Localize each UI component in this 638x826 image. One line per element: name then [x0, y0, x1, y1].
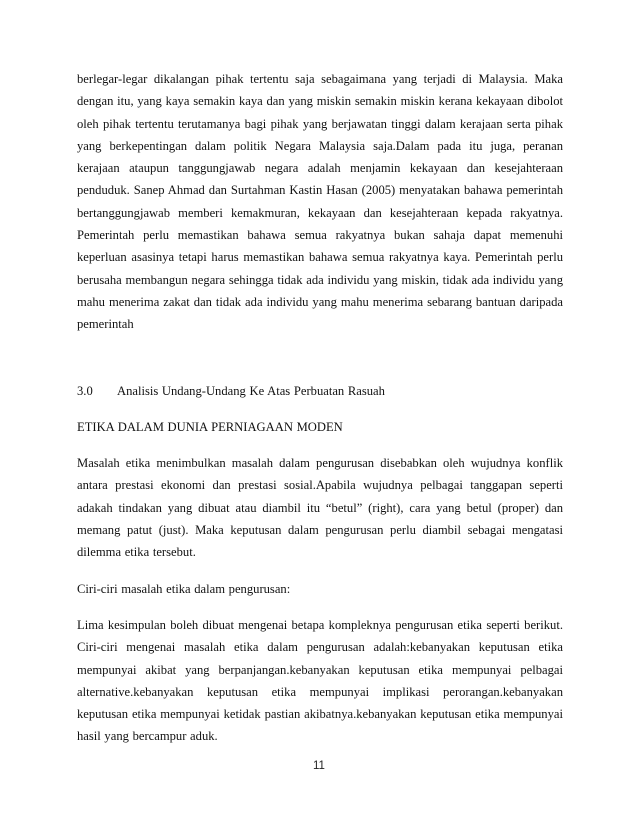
document-body — [77, 68, 563, 748]
subheading: Ciri-ciri masalah etika dalam pengurusan: — [77, 581, 291, 596]
body-paragraph-3: Lima kesimpulan boleh dibuat mengenai betapa kompleknya pengurusan etika seperti berikut. Ciri-ciri mengenai masalah etika dalam pengurusan adalah:kebanyakan keputusan etika mempunyai akibat yang berpanjangan.kebanyakan keputusan etika mempunyai pelbagai alternative.kebanyakan keputusan etika mempunyai implikasi perorangan.kebanyakan keputusan etika mempunyai ketidak pastian akibatnya.kebanyakan keputusan etika mempunyai hasil yang bercampur aduk. — [77, 617, 563, 744]
section-title: Analisis Undang-Undang Ke Atas Perbuatan Rasuah — [116, 383, 385, 398]
body-paragraph-2: Masalah etika menimbulkan masalah dalam pengurusan disebabkan oleh wujudnya konflik antara prestasi ekonomi dan prestasi sosial.Apabila wujudnya pelbagai tanggapan seperti adakah tindakan yang dibuat atau diambil itu “betul” (right), cara yang betul (proper) dan memang patut (just). Maka keputusan dalam pengurusan perlu diambil sebagai mengatasi dilemma etika tersebut. — [77, 456, 563, 560]
page-number: 11 — [313, 760, 325, 772]
caps-heading: ETIKA DALAM DUNIA PERNIAGAAN MODEN — [77, 419, 343, 434]
section-number: 3.0 — [77, 383, 93, 398]
section-heading — [77, 380, 563, 402]
body-paragraph-1: berlegar-legar dikalangan pihak tertentu saja sebagaimana yang terjadi di Malaysia. Maka dengan itu, yang kaya semakin kaya dan yang miskin semakin miskin kerana kekayaan dibolot oleh pihak tertentu terutamanya bagi pihak yang berjawatan tinggi dalam kerajaan serta pihak yang berkepentingan dalam politik Negara Malaysia saja.Dalam pada itu juga, peranan kerajaan ataupun tanggungjawab negara adalah menjamin kekayaan dan kesejahteraan penduduk. Sanep Ahmad dan Surtahman Kastin Hasan (2005) menyatakan bahawa pemerintah bertanggungjawab memberi kemakmuran, kekayaan dan kesejahteraan kepada rakyatnya. Pemerintah perlu memastikan bahawa semua rakyatnya bukan sahaja dapat memenuhi keperluan asasinya tetapi harus memastikan bahawa semua rakyatnya kaya. Pemerintah perlu berusaha membangun negara sehingga tidak ada individu yang miskin, tidak ada individu yang mahu menerima zakat dan tidak ada individu yang mahu menerima sebarang bantuan daripada pemerintah — [77, 72, 563, 332]
